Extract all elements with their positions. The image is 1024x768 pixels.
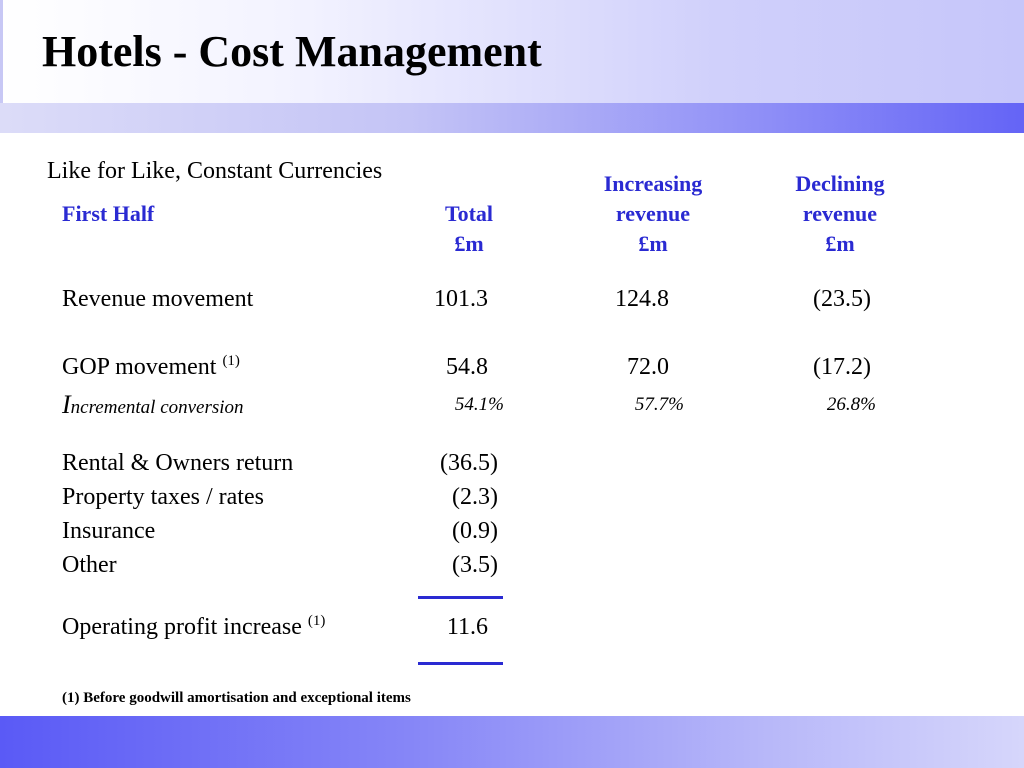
header-declining-revenue <box>770 169 910 259</box>
revenue-declining-value: (23.5) <box>813 286 871 312</box>
header-increasing-revenue <box>583 169 723 259</box>
row-label-operating-profit-increase <box>62 614 325 641</box>
title-band <box>0 0 1024 103</box>
row-label-revenue-movement: Revenue movement <box>62 286 254 312</box>
header-total-line1: Total <box>444 201 494 226</box>
op-profit-total-value: 11.6 <box>446 614 488 640</box>
row-label-gop-movement <box>62 354 240 381</box>
gop-label-text: GOP movement <box>62 354 217 380</box>
conversion-increasing-value: 57.7% <box>634 394 684 415</box>
footnote: (1) Before goodwill amortisation and exceptional items <box>62 690 411 706</box>
gop-total-value: 54.8 <box>446 354 488 380</box>
revenue-total-value: 101.3 <box>434 286 488 312</box>
gop-declining-value: (17.2) <box>813 354 871 380</box>
conversion-label-initial: I <box>62 390 71 419</box>
header-total <box>424 199 514 259</box>
header-declining-line1: Declining <box>795 171 885 196</box>
header-first-half: First Half <box>62 201 155 226</box>
op-profit-footnote-marker: (1) <box>307 613 326 629</box>
op-profit-label-text: Operating profit increase <box>62 614 302 640</box>
conversion-label-rest: ncremental conversion <box>70 397 244 418</box>
header-declining-line3: £m <box>825 231 855 256</box>
revenue-increasing-value: 124.8 <box>615 286 669 312</box>
subtotal-rule-top <box>418 596 503 599</box>
title-accent-strip <box>0 103 1024 133</box>
header-declining-line2: revenue <box>802 201 878 226</box>
header-increasing-line2: revenue <box>615 201 691 226</box>
conversion-declining-value: 26.8% <box>826 394 876 415</box>
subtitle: Like for Like, Constant Currencies <box>47 158 383 184</box>
header-increasing-line1: Increasing <box>603 171 703 196</box>
subtotal-rule-bottom <box>418 662 503 665</box>
row-label-property-taxes: Property taxes / rates <box>62 484 264 510</box>
row-label-insurance: Insurance <box>62 518 156 544</box>
row-label-rental-owners-return: Rental & Owners return <box>62 450 294 476</box>
row-label-incremental-conversion <box>62 390 244 420</box>
footer-band <box>0 716 1024 768</box>
gop-footnote-marker: (1) <box>222 353 240 369</box>
slide-title: Hotels - Cost Management <box>42 27 542 76</box>
rental-total-value: (36.5) <box>440 450 498 476</box>
conversion-total-value: 54.1% <box>454 394 504 415</box>
header-total-line2: £m <box>454 231 484 256</box>
other-total-value: (3.5) <box>452 552 498 578</box>
row-label-other: Other <box>62 552 117 578</box>
title-band-corner <box>0 0 3 103</box>
header-increasing-line3: £m <box>638 231 668 256</box>
taxes-total-value: (2.3) <box>452 484 498 510</box>
gop-increasing-value: 72.0 <box>627 354 669 380</box>
insurance-total-value: (0.9) <box>452 518 498 544</box>
